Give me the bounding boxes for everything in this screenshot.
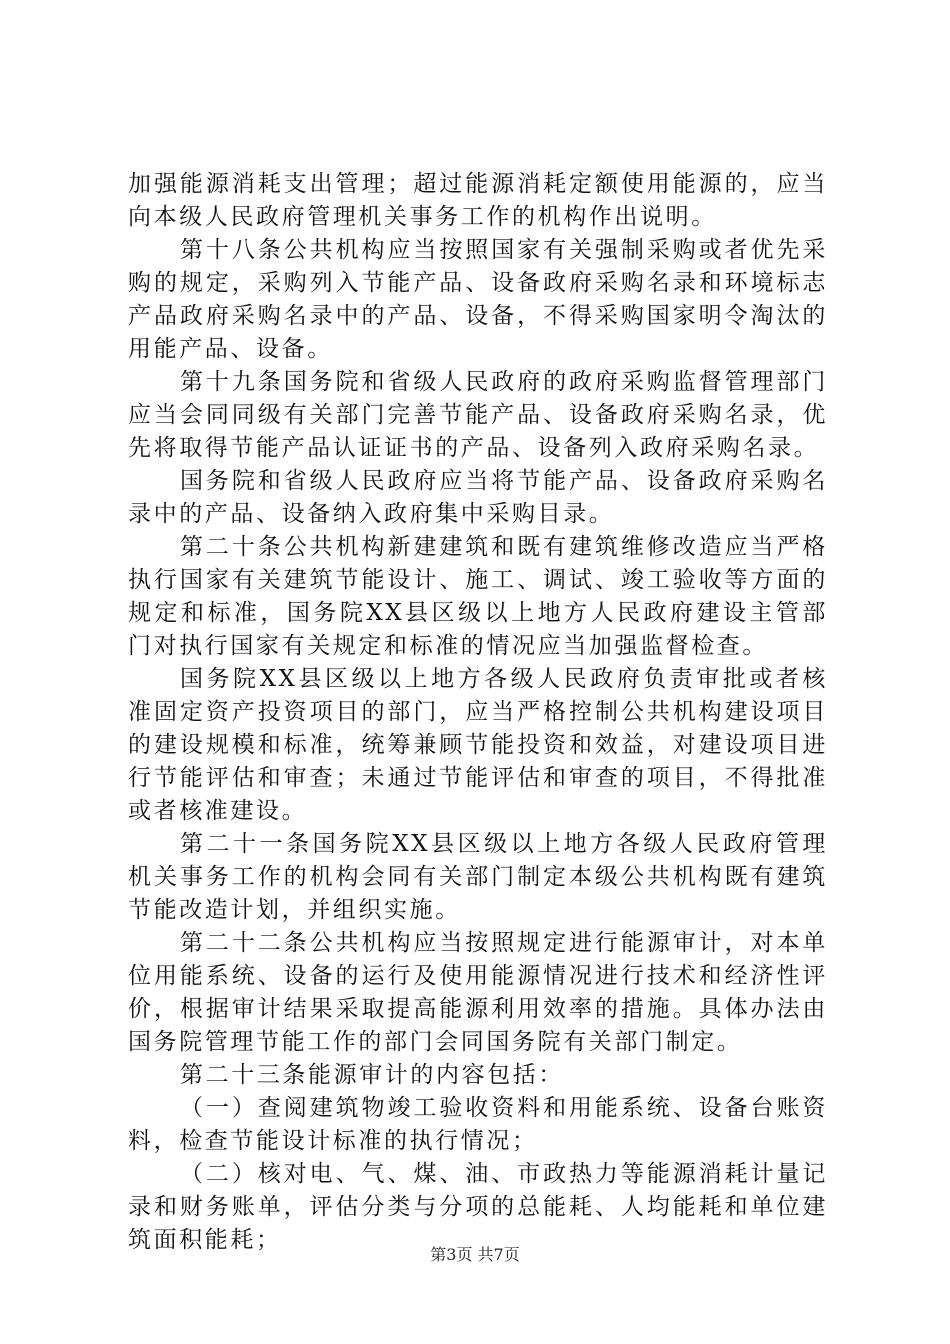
paragraph-continuation: 加强能源消耗支出管理；超过能源消耗定额使用能源的，应当向本级人民政府管理机关事务工作的机构作出说明。 [128,171,828,230]
paragraph-article-22: 第二十二条公共机构应当按照规定进行能源审计，对本单位用能系统、设备的运行及使用能源情况进行技术和经济性评价，根据审计结果采取提高能源利用效率的措施。具体办法由国务院管理节能工作的部门会同国务院有关部门制定。 [128,930,828,1055]
page-number-footer: 第3页 共7页 [430,1245,520,1264]
paragraph-article-19: 第十九条国务院和省级人民政府的政府采购监督管理部门应当会同同级有关部门完善节能产品、设备政府采购名录，优先将取得节能产品认证证书的产品、设备列入政府采购名录。 [128,369,828,461]
paragraph-article-20: 第二十条公共机构新建建筑和既有建筑维修改造应当严格执行国家有关建筑节能设计、施工、调试、竣工验收等方面的规定和标准，国务院XX县区级以上地方人民政府建设主管部门对执行国家有关规定和标准的情况应当加强监督检查。 [128,534,828,659]
document-body [128,168,828,1257]
paragraph-item-1: （一）查阅建筑物竣工验收资料和用能系统、设备台账资料，检查节能设计标准的执行情况； [128,1095,828,1154]
paragraph-article-18: 第十八条公共机构应当按照国家有关强制采购或者优先采购的规定，采购列入节能产品、设备政府采购名录和环境标志产品政府采购名录中的产品、设备，不得采购国家明令淘汰的用能产品、设备。 [128,237,828,362]
paragraph-article-23: 第二十三条能源审计的内容包括： [180,1062,564,1088]
paragraph-article-21: 第二十一条国务院XX县区级以上地方各级人民政府管理机关事务工作的机构会同有关部门制定本级公共机构既有建筑节能改造计划，并组织实施。 [128,831,828,923]
paragraph-article-19-clause: 国务院和省级人民政府应当将节能产品、设备政府采购名录中的产品、设备纳入政府集中采购目录。 [128,468,828,527]
paragraph-article-20-clause: 国务院XX县区级以上地方各级人民政府负责审批或者核准固定资产投资项目的部门，应当严格控制公共机构建设项目的建设规模和标准，统筹兼顾节能投资和效益，对建设项目进行节能评估和审查；未通过节能评估和审查的项目，不得批准或者核准建设。 [128,666,828,824]
paragraph-item-2: （二）核对电、气、煤、油、市政热力等能源消耗计量记录和财务账单，评估分类与分项的总能耗、人均能耗和单位建筑面积能耗； [128,1161,828,1253]
